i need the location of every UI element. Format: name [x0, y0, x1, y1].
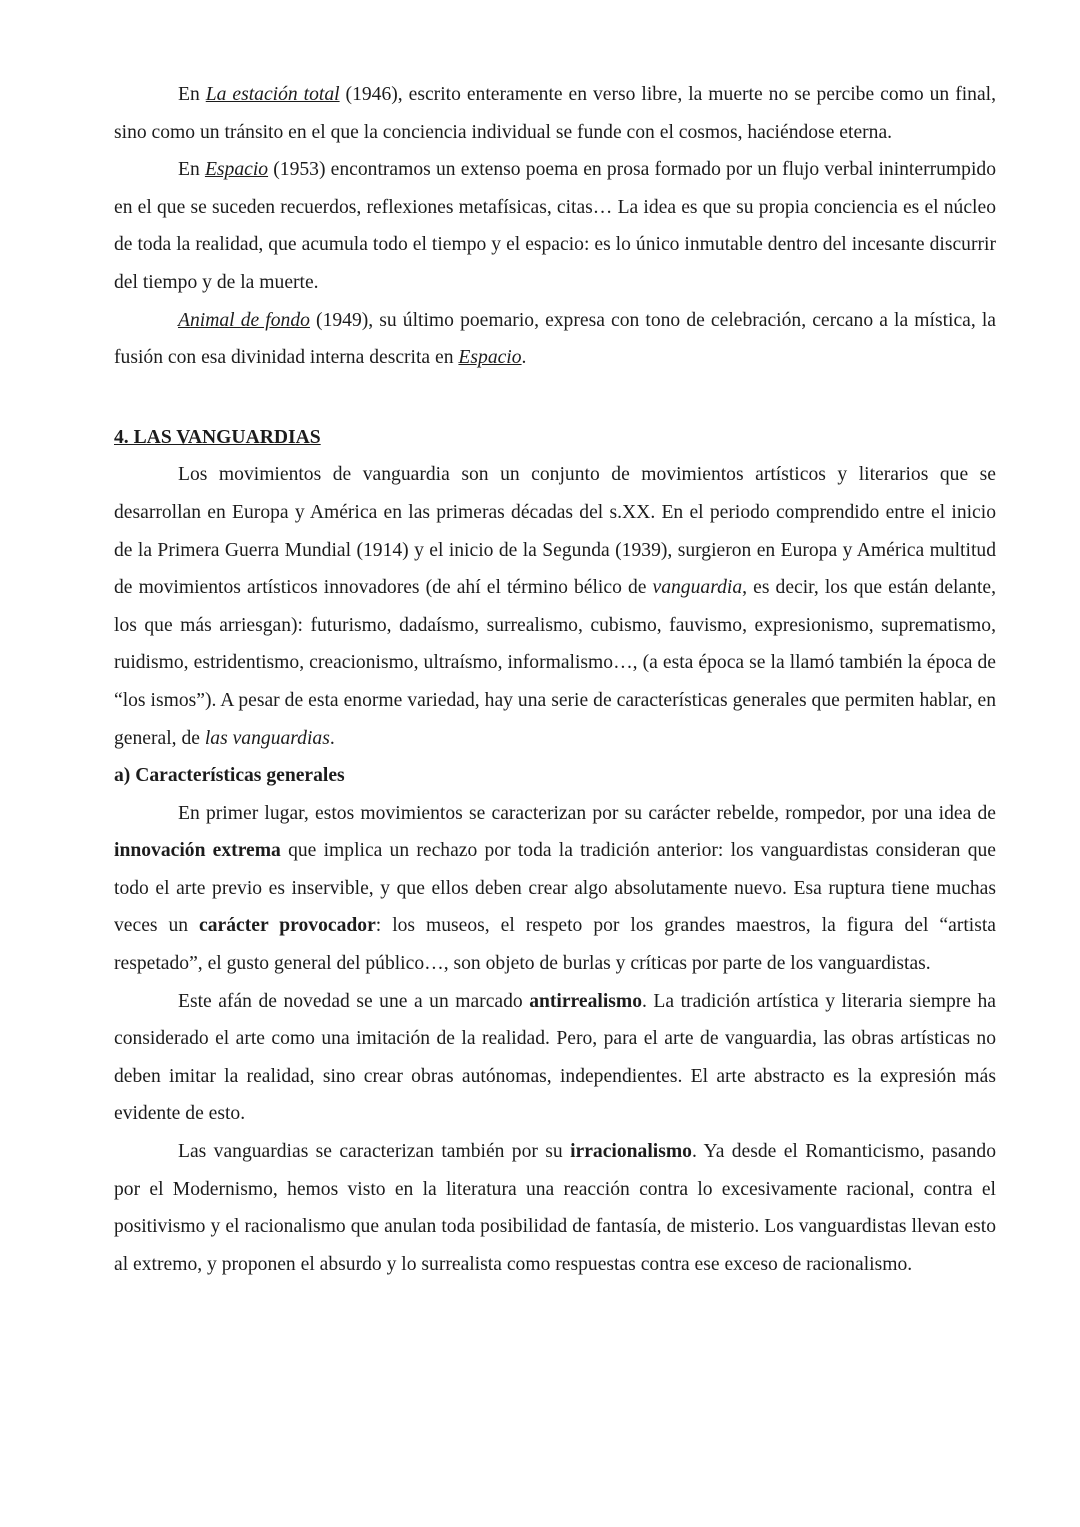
- text-run: que implica un rechazo por toda la tradición anterior: los vanguardistas consideran que todo el arte previo es inservible, y que ellos deben crear algo absolutamente nuevo. Esa ruptura tiene muchas veces un: [114, 840, 996, 937]
- bold-term: carácter provocador: [199, 915, 376, 937]
- italic-term: vanguardia: [652, 577, 743, 599]
- text-run: En primer lugar, estos movimientos se caracterizan por su carácter rebelde, rompedor, por una idea de: [178, 802, 996, 824]
- underlined-title: Espacio: [458, 347, 522, 369]
- underlined-title: Animal de fondo: [178, 309, 310, 331]
- text-run: .: [521, 347, 527, 369]
- text-run: : los museos, el respeto por los grandes maestros, la figura del “artista respetado”, el gusto general del público…, son objeto de burlas y críticas por parte de los vanguardistas.: [114, 915, 996, 975]
- underlined-title: La estación total: [205, 84, 340, 105]
- subsection-heading: a) Características generales: [114, 765, 345, 787]
- text-run: Este afán de novedad se une a un marcado: [178, 990, 530, 1012]
- paragraph-antirrealismo: [114, 983, 996, 1133]
- bold-term: antirrealismo: [529, 990, 643, 1012]
- section-heading: 4. LAS VANGUARDIAS: [114, 426, 321, 448]
- bold-term: innovación extrema: [114, 840, 281, 862]
- intro-paragraphs: [114, 76, 996, 377]
- text-run: Los movimientos de vanguardia son un conjunto de movimientos artísticos y literarios que se desarrollan en Europa y América en las primeras décadas del s.XX. En el periodo comprendido entre el inicio de la Primera Guerra Mundial (1914) y el inicio de la Segunda (1939), surgieron en Europa y América multitud de movimientos artísticos innovadores (de ahí el término bélico de: [114, 464, 996, 599]
- paragraph-innovacion: [114, 795, 996, 983]
- italic-term: las vanguardias: [204, 727, 330, 749]
- text-run: .: [329, 727, 335, 749]
- paragraph-vanguardias-intro: [114, 456, 996, 757]
- bold-term: irracionalismo: [570, 1141, 692, 1163]
- paragraph-espacio: [114, 151, 996, 301]
- paragraph-la-estacion-total: [114, 76, 996, 151]
- text-run: . Ya desde el Romanticismo, pasando por el Modernismo, hemos visto en la literatura una reacción contra lo excesivamente racional, contra el positivismo y el racionalismo que anulan toda posibilidad de fantasía, de misterio. Los vanguardistas llevan esto al extremo, y proponen el absurdo y lo surrealista como respuestas contra ese exceso de racionalismo.: [114, 1141, 996, 1275]
- paragraph-animal-de-fondo: [114, 302, 996, 377]
- text-run: Las vanguardias se caracterizan también por su: [178, 1141, 571, 1163]
- text-run: (1946), escrito enteramente en verso libre, la muerte no se percibe como un final, sino como un tránsito en el que la conciencia individual se funde con el cosmos, haciéndose eterna.: [114, 84, 996, 143]
- text-run: (1949), su último poemario, expresa con tono de celebración, cercano a la mística, la fusión con esa divinidad interna descrita en: [114, 309, 996, 369]
- text-run: (1953) encontramos un extenso poema en prosa formado por un flujo verbal ininterrumpido en el que se suceden recuerdos, reflexiones metafísicas, citas… La idea es que su propia conciencia es el núcleo de toda la realidad, que acumula todo el tiempo y el espacio: es lo único inmutable dentro del incesante discurrir del tiempo y de la muerte.: [114, 159, 996, 293]
- paragraph-irracionalismo: [114, 1133, 996, 1283]
- text-run: En: [178, 84, 206, 105]
- document-page: [114, 76, 996, 1283]
- text-run: . La tradición artística y literaria siempre ha considerado el arte como una imitación de la realidad. Pero, para el arte de vanguardia, las obras artísticas no deben imitar la realidad, sino crear obras autónomas, independientes. El arte abstracto es la expresión más evidente de esto.: [114, 990, 996, 1125]
- text-run: , es decir, los que están delante, los que más arriesgan): futurismo, dadaísmo, surrealismo, cubismo, fauvismo, expresionismo, suprematismo, ruidismo, estridentismo, creacionismo, ultraísmo, informalismo…, (a esta época se la llamó también la época de “los ismos”). A pesar de esta enorme variedad, hay una serie de características generales que permiten hablar, en general, de: [114, 577, 996, 749]
- underlined-title: Espacio: [204, 159, 269, 181]
- text-run: En: [178, 159, 205, 181]
